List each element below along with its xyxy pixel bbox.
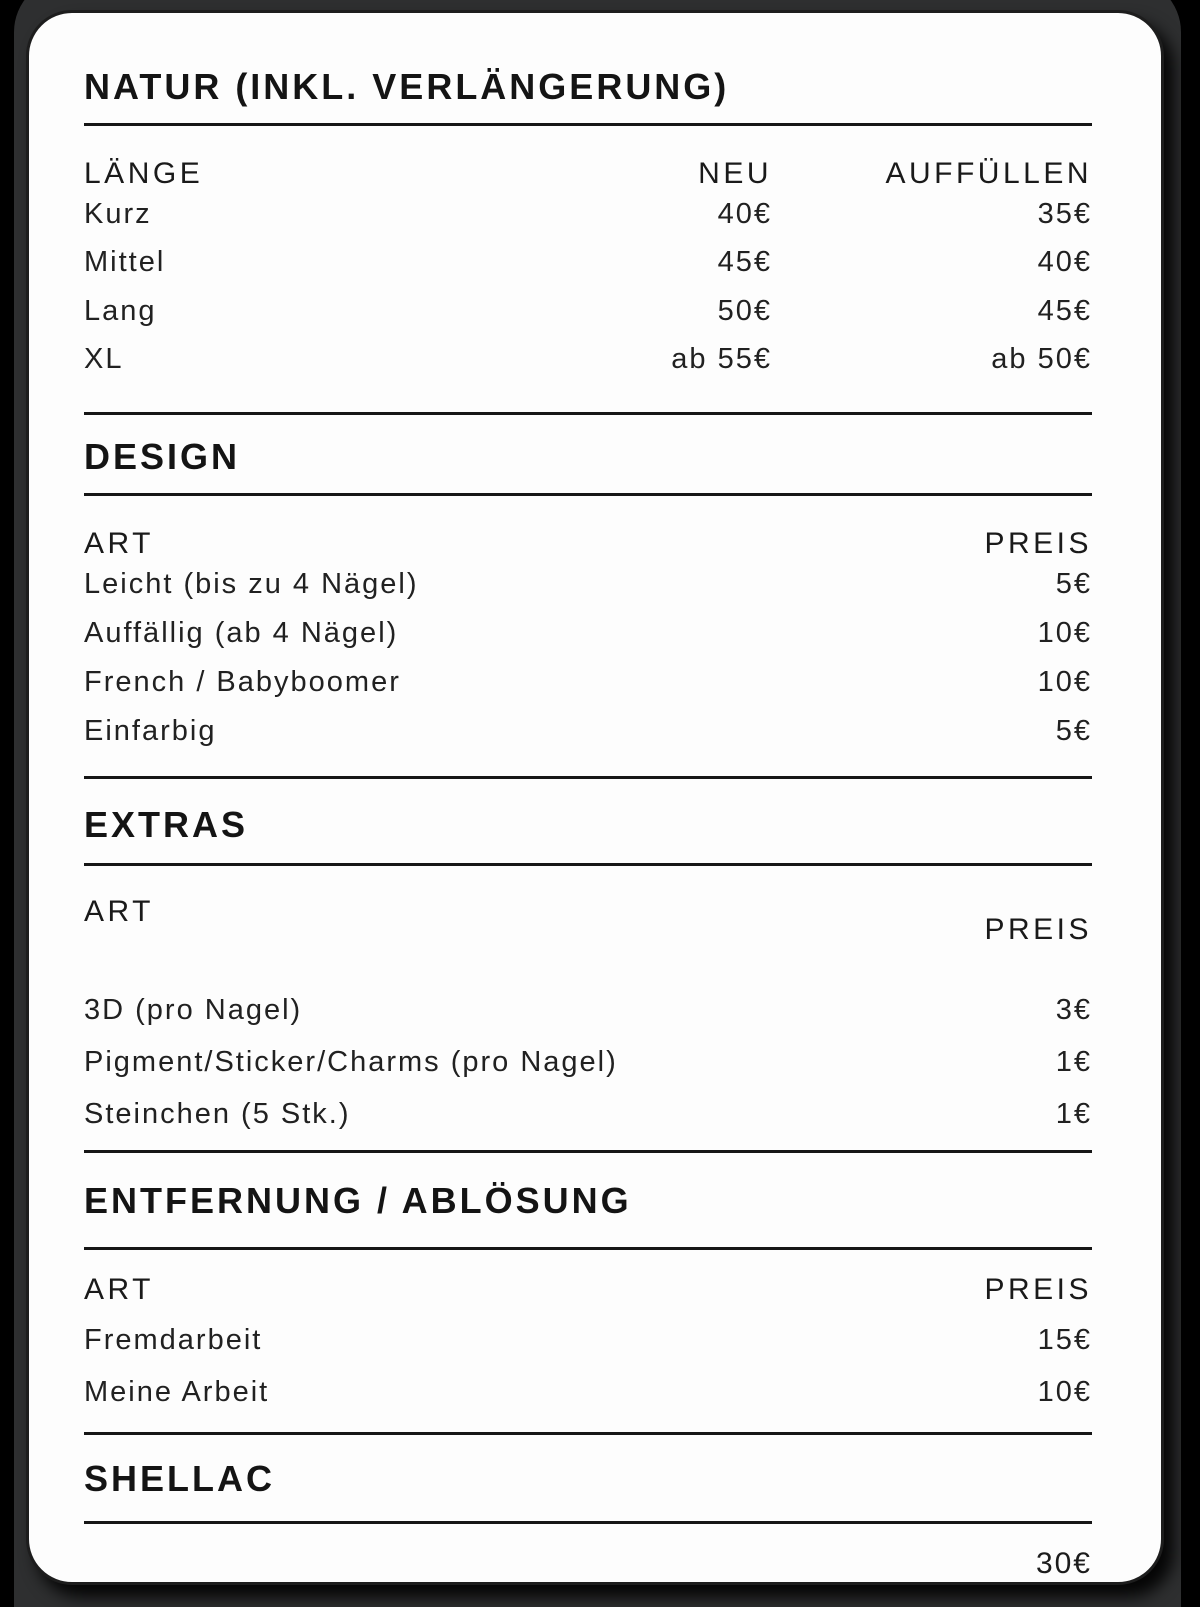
column-header-laenge: LÄNGE (84, 157, 204, 190)
price-auffuellen: 40€ (1037, 246, 1092, 279)
column-header-preis: PREIS (984, 1273, 1092, 1306)
price: 10€ (1037, 666, 1092, 698)
table-row (84, 609, 1092, 658)
section-title-design: DESIGN (84, 436, 241, 477)
table-row (84, 1036, 1092, 1088)
table-header-extras (84, 895, 1092, 946)
section-title-extras: EXTRAS (84, 804, 249, 845)
divider (84, 1432, 1092, 1435)
price: 10€ (1037, 617, 1092, 649)
column-header-art: ART (84, 527, 154, 560)
row-label: Pigment/Sticker/Charms (pro Nagel) (84, 1045, 618, 1078)
price: 5€ (1055, 715, 1092, 747)
divider (84, 493, 1092, 496)
price-auffuellen: 35€ (1037, 197, 1092, 230)
price-auffuellen: 45€ (1037, 294, 1092, 327)
price: 5€ (1055, 568, 1092, 600)
table-row (84, 560, 1092, 609)
table-row (84, 984, 1092, 1036)
table-row (84, 1366, 1092, 1418)
price: 1€ (1055, 1045, 1092, 1078)
table-header-design (84, 528, 1092, 560)
divider (84, 123, 1092, 126)
table-row (84, 287, 1092, 336)
row-label: Meine Arbeit (84, 1375, 270, 1408)
table-row (84, 190, 1092, 239)
column-header-preis: PREIS (984, 913, 1092, 946)
table-row (84, 1314, 1092, 1366)
table-header-natur (84, 158, 1092, 190)
column-header-art: ART (84, 895, 154, 928)
divider (84, 412, 1092, 415)
row-label: Leicht (bis zu 4 Nägel) (84, 568, 419, 600)
table-row (84, 336, 1092, 385)
divider (84, 1521, 1092, 1524)
divider (84, 776, 1092, 779)
row-label: Kurz (84, 197, 152, 230)
price-neu: 50€ (717, 294, 772, 327)
price-neu: 45€ (717, 246, 772, 279)
shellac-price: 30€ (1035, 1547, 1092, 1580)
price: 3€ (1055, 993, 1092, 1026)
column-header-auffuellen: AUFFÜLLEN (885, 157, 1092, 190)
row-label: Lang (84, 294, 157, 327)
price: 1€ (1055, 1097, 1092, 1130)
section-title-entfernung: ENTFERNUNG / ABLÖSUNG (84, 1180, 632, 1221)
price-neu: 40€ (717, 197, 772, 230)
table-header-entfernung (84, 1274, 1092, 1306)
column-header-preis: PREIS (984, 527, 1092, 560)
price-list-card (26, 10, 1164, 1585)
section-title-natur: NATUR (INKL. VERLÄNGERUNG) (84, 66, 730, 107)
row-label: French / Babyboomer (84, 666, 401, 698)
price: 10€ (1037, 1375, 1092, 1408)
price: 15€ (1037, 1323, 1092, 1356)
row-label: Einfarbig (84, 715, 217, 747)
price-neu: ab 55€ (671, 343, 772, 376)
table-row (84, 239, 1092, 288)
column-header-art: ART (84, 1273, 154, 1306)
divider (84, 1150, 1092, 1153)
table-row (84, 707, 1092, 756)
table-row (84, 658, 1092, 707)
section-title-shellac: SHELLAC (84, 1458, 275, 1499)
price-auffuellen: ab 50€ (991, 343, 1092, 376)
divider (84, 863, 1092, 866)
column-header-neu: NEU (698, 157, 772, 190)
row-label: 3D (pro Nagel) (84, 993, 303, 1026)
divider (84, 1247, 1092, 1250)
row-label: Mittel (84, 246, 166, 279)
row-label: XL (84, 343, 124, 376)
row-label: Fremdarbeit (84, 1323, 263, 1356)
row-label: Auffällig (ab 4 Nägel) (84, 617, 399, 649)
row-label: Steinchen (5 Stk.) (84, 1097, 351, 1130)
table-row (84, 1088, 1092, 1140)
